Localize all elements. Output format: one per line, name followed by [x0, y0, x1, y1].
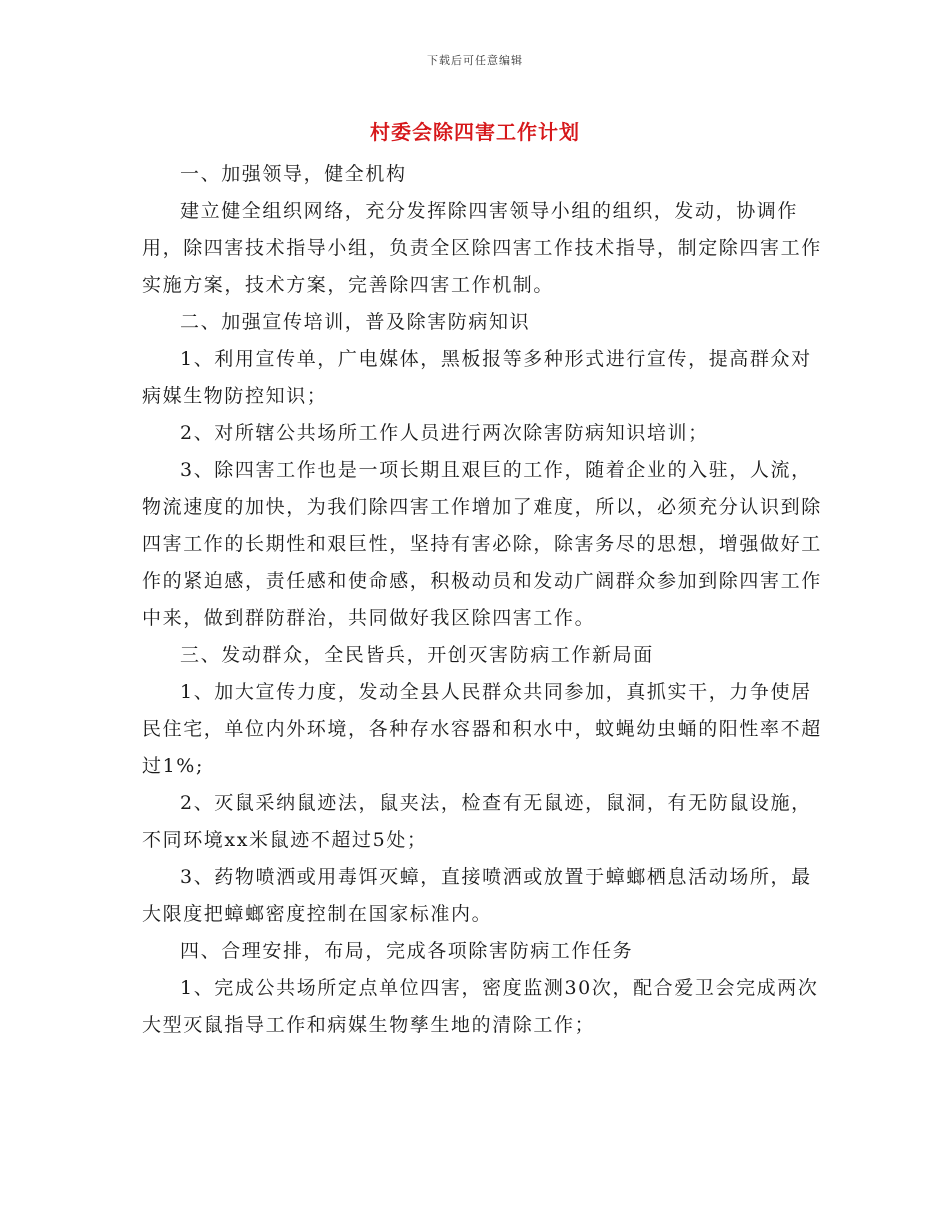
section-heading-2: 二、加强宣传培训，普及除害防病知识 — [180, 311, 531, 333]
document-title: 村委会除四害工作计划 — [370, 120, 580, 144]
paragraph: 2、对所辖公共场所工作人员进行两次除害防病知识培训； — [180, 422, 709, 444]
paragraph: 1、加大宣传力度，发动全县人民群众共同参加，真抓实干，力争使居民住宅，单位内外环境，各种存水容器和积水中，蚊蝇幼虫蛹的阳性率不超过1%; — [142, 681, 822, 777]
paragraph: 建立健全组织网络，充分发挥除四害领导小组的组织，发动，协调作用，除四害技术指导小组，负责全区除四害工作技术指导，制定除四害工作实施方案，技术方案，完善除四害工作机制。 — [142, 200, 822, 296]
paragraph: 2、灭鼠采纳鼠迹法，鼠夹法，检查有无鼠迹，鼠洞，有无防鼠设施，不同环境xx米鼠迹不超过5处； — [142, 792, 812, 851]
section-heading-3: 三、发动群众，全民皆兵，开创灭害防病工作新局面 — [180, 644, 654, 666]
paragraph: 3、药物喷洒或用毒饵灭蟑，直接喷洒或放置于蟑螂栖息活动场所，最大限度把蟑螂密度控制在国家标准内。 — [142, 866, 812, 925]
paragraph: 1、完成公共场所定点单位四害，密度监测30次，配合爱卫会完成两次大型灭鼠指导工作和病媒生物孳生地的清除工作； — [142, 977, 819, 1036]
section-heading-4: 四、合理安排，布局，完成各项除害防病工作任务 — [180, 940, 634, 962]
header-note: 下载后可任意编辑 — [427, 54, 523, 67]
section-heading-1: 一、加强领导，健全机构 — [180, 163, 407, 185]
paragraph: 1、利用宣传单，广电媒体，黑板报等多种形式进行宣传，提高群众对病媒生物防控知识； — [142, 348, 812, 407]
paragraph: 3、除四害工作也是一项长期且艰巨的工作，随着企业的入驻，人流，物流速度的加快，为我们除四害工作增加了难度，所以，必须充分认识到除四害工作的长期性和艰巨性，坚持有害必除，除害务尽的思想，增强做好工作的紧迫感，责任感和使命感，积极动员和发动广阔群众参加到除四害工作中来，做到群防群治，共同做好我区除四害工作。 — [142, 459, 822, 629]
document-body — [142, 156, 822, 1044]
